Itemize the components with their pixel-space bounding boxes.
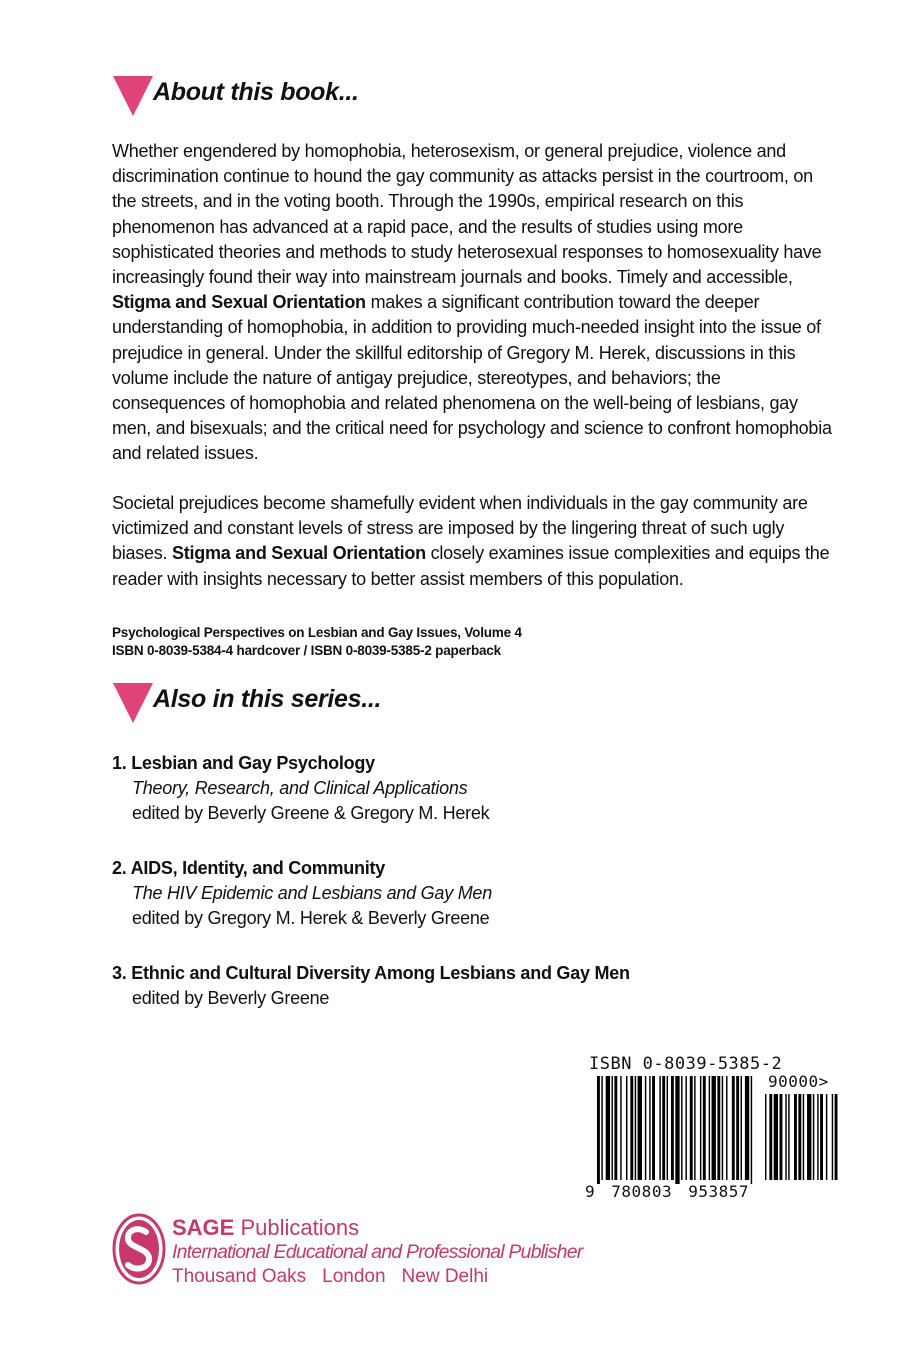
barcode-addon-bar — [769, 1094, 772, 1180]
barcode-bar — [597, 1076, 600, 1184]
barcode-ean-digits — [585, 1182, 749, 1201]
barcode-addon-bar — [788, 1094, 789, 1180]
barcode-bar — [645, 1076, 646, 1180]
barcode-bar — [606, 1076, 610, 1180]
barcode-bar — [675, 1076, 679, 1184]
barcode-addon-bar — [817, 1094, 818, 1180]
barcode-addon-bar — [807, 1094, 811, 1180]
barcode-bar — [626, 1076, 627, 1180]
barcode-bar — [652, 1076, 655, 1180]
publisher-cities — [172, 1266, 504, 1288]
para2-text-b: closely examines issue complexities and equips the reader with insights necessary to better assist members of this population. — [112, 543, 830, 589]
series-item-number: 3. — [112, 963, 127, 983]
series-item-number: 1. — [112, 753, 127, 773]
publisher-city: New Delhi — [401, 1266, 489, 1287]
pink-triangle-icon — [113, 683, 153, 723]
barcode-bar — [712, 1076, 716, 1180]
barcode-addon-bar — [832, 1094, 833, 1180]
series-item-title — [112, 856, 492, 881]
barcode-bars — [585, 1054, 845, 1184]
barcode-bar — [614, 1076, 617, 1180]
barcode-addon-bar — [835, 1094, 838, 1180]
series-item-editors: edited by Gregory M. Herek & Beverly Greene — [132, 908, 490, 928]
barcode-bar — [700, 1076, 701, 1180]
barcode-bar — [620, 1076, 621, 1180]
series-item-title — [112, 961, 630, 986]
barcode-bar — [703, 1076, 706, 1180]
isbn-line: ISBN 0-8039-5384-4 hardcover / ISBN 0-8039-5385-2 paperback — [112, 643, 501, 658]
barcode-bar — [745, 1076, 749, 1180]
barcode-addon-bar — [765, 1094, 766, 1180]
barcode-addon-bar — [785, 1094, 786, 1180]
series-item-number: 2. — [112, 858, 127, 878]
para1-text-a: Whether engendered by homophobia, heterosexism, or general prejudice, violence and discrimination continue to hound the gay community as attacks persist in the courtroom, on the streets, and in the voting booth. Through the 1990s, empirical research on this phenomenon has advanced at a rapid pace, and the results of studies using more sophisticated theories and methods to study heterosexual responses to homosexuality have increasingly found their way into mainstream journals and books. Timely and accessible, — [112, 141, 822, 288]
barcode-bar — [671, 1076, 674, 1180]
series-item-title — [112, 751, 489, 776]
pink-triangle-icon — [113, 76, 153, 116]
barcode-isbn: ISBN 0-8039-5385-2 — [589, 1054, 783, 1074]
book-meta — [112, 624, 522, 660]
barcode-bar — [717, 1076, 720, 1180]
barcode-addon-bar — [813, 1094, 814, 1180]
para2-book-title: Stigma and Sexual Orientation — [172, 543, 426, 564]
publisher-city: Thousand Oaks — [172, 1266, 307, 1287]
series-item-3 — [112, 961, 630, 1011]
about-heading: About this book... — [153, 78, 359, 106]
series-item-editors: edited by Beverly Greene — [132, 988, 330, 1008]
para1-text-b: makes a significant contribution toward the deeper understanding of homophobia, in addition to providing much-needed insight into the issue of prejudice in general. Under the skillful editorship of Gregory M. Herek, discussions in this volume include the nature of antigay prejudice, stereotypes, and behaviors; the consequences of homophobia and related phenomena on the well-being of lesbians, gay men, and bisexuals; and the critical need for psychology and science to confront homophobia and related issues. — [112, 292, 832, 464]
series-heading: Also in this series... — [153, 685, 382, 713]
series-volume-line: Psychological Perspectives on Lesbian and Gay Issues, Volume 4 — [112, 625, 522, 640]
barcode-addon-bar — [803, 1094, 804, 1180]
barcode-bar — [732, 1076, 735, 1180]
barcode-bar — [751, 1076, 752, 1184]
series-item-editors: edited by Beverly Greene & Gregory M. Herek — [132, 803, 490, 823]
barcode-bar — [659, 1076, 660, 1180]
barcode-price-code: 90000> — [768, 1072, 829, 1091]
series-item-1 — [112, 751, 489, 826]
barcode-bar — [649, 1076, 650, 1180]
series-item-2 — [112, 856, 492, 931]
series-item-title-text: AIDS, Identity, and Community — [130, 858, 386, 878]
barcode-addon-bar — [820, 1094, 823, 1180]
series-item-subtitle: The HIV Epidemic and Lesbians and Gay Men — [132, 883, 492, 903]
publisher-tagline: International Educational and Professional Publisher — [172, 1241, 583, 1263]
barcode-bar — [741, 1076, 742, 1180]
sage-logo-icon — [112, 1212, 166, 1286]
barcode-bar — [630, 1076, 633, 1180]
barcode-bar — [635, 1076, 636, 1180]
about-body — [112, 139, 832, 467]
para1-book-title: Stigma and Sexual Orientation — [112, 292, 366, 313]
series-item-title-text: Lesbian and Gay Psychology — [131, 753, 375, 773]
barcode-addon-bar — [794, 1094, 797, 1180]
barcode-bar — [681, 1076, 682, 1180]
about-body-2 — [112, 491, 832, 592]
barcode-bar — [690, 1076, 693, 1180]
publisher-block — [112, 1212, 672, 1292]
publisher-name-bold: SAGE — [172, 1215, 235, 1240]
barcode-bar — [667, 1076, 668, 1180]
barcode-bar — [709, 1076, 710, 1180]
barcode-bar — [662, 1076, 665, 1180]
publisher-name — [172, 1215, 359, 1241]
para2-text-a: Societal prejudices become shamefully evident when individuals in the gay community are victimized and constant levels of stress are imposed by the lingering threat of such ugly biases. — [112, 493, 808, 564]
barcode-bar — [722, 1076, 723, 1180]
barcode — [585, 1054, 845, 1204]
barcode-bar — [726, 1076, 727, 1180]
series-item-subtitle: Theory, Research, and Clinical Applications — [132, 778, 468, 798]
publisher-city: London — [322, 1266, 386, 1287]
about-paragraph-2 — [112, 491, 832, 592]
barcode-addon-bar — [798, 1094, 801, 1180]
ean-first-digit: 9 — [585, 1182, 596, 1201]
barcode-addon-bar — [826, 1094, 827, 1180]
ean-right-digits: 953857 — [688, 1182, 750, 1201]
barcode-bar — [638, 1076, 642, 1180]
barcode-addon-bar — [774, 1094, 778, 1180]
barcode-bar — [685, 1076, 686, 1180]
barcode-bar — [612, 1076, 613, 1180]
barcode-bar — [736, 1076, 739, 1180]
barcode-addon-bar — [780, 1094, 783, 1180]
barcode-bar — [601, 1076, 602, 1180]
series-item-title-text: Ethnic and Cultural Diversity Among Lesbians and Gay Men — [131, 963, 630, 983]
barcode-bar — [694, 1076, 695, 1180]
publisher-name-rest: Publications — [234, 1215, 360, 1240]
about-paragraph-1 — [112, 139, 832, 467]
ean-left-digits: 780803 — [611, 1182, 673, 1201]
